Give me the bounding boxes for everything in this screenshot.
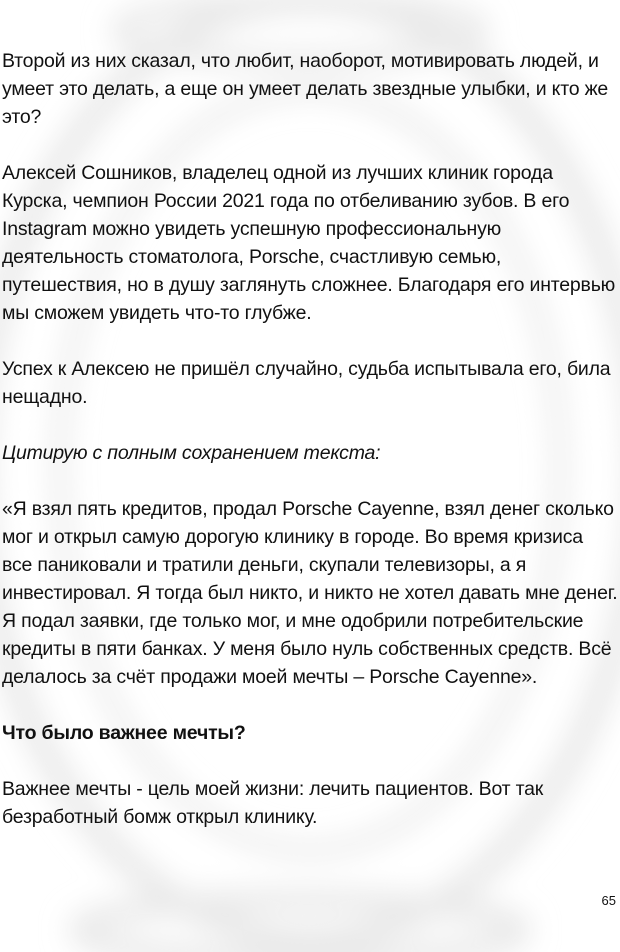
paragraph-answer: Важнее мечты - цель моей жизни: лечить пациентов. Вот так безработный бомж открыл клинику. xyxy=(2,778,544,828)
paragraph-quote: «Я взял пять кредитов, продал Porsche Cayenne, взял денег сколько мог и открыл самую дорогую клинику в городе. Во время кризиса все паниковали и тратили деньги, скупали телевизоры, а я инвестировал. Я тогда был никто, и никто не хотел давать мне денег. Я подал заявки, где только мог, и мне одобрили потребительские кредиты в пяти банках. У меня было нуль собственных средств. Всё делалось за счёт продажи моей мечты – Porsche Cayenne». xyxy=(2,498,618,688)
document-body xyxy=(0,47,618,859)
page-number: 65 xyxy=(601,893,616,908)
paragraph-intro: Второй из них сказал, что любит, наоборот, мотивировать людей, и умеет это делать, а еще он умеет делать звездные улыбки, и кто же это? xyxy=(2,50,609,128)
paragraph-success: Успех к Алексею не пришёл случайно, судьба испытывала его, била нещадно. xyxy=(2,358,611,408)
paragraph-question: Что было важнее мечты? xyxy=(2,722,246,744)
paragraph-biography: Алексей Сошников, владелец одной из лучших клиник города Курска, чемпион России 2021 года по отбеливанию зубов. В его Instagram можно увидеть успешную профессиональную деятельность стоматолога, Porsche, счастливую семью, путешествия, но в душу заглянуть сложнее. Благодаря его интервью мы сможем увидеть что-то глубже. xyxy=(2,162,616,324)
paragraph-quote-intro: Цитирую с полным сохранением текста: xyxy=(2,442,381,464)
